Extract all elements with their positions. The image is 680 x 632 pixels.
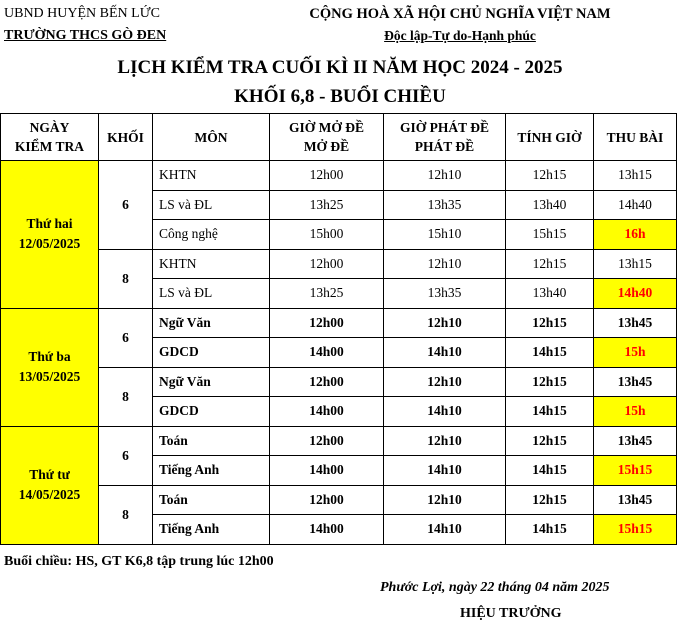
start-time-cell: 13h40 [506,190,594,220]
open-time-cell: 12h00 [270,367,384,397]
distribute-time-cell: 12h10 [384,161,506,191]
subject-cell: Tiếng Anh [153,456,270,486]
start-time-cell: 15h15 [506,220,594,250]
table-row [1,367,677,397]
subject-cell: LS và ĐL [153,279,270,309]
open-time-cell: 12h00 [270,485,384,515]
distribute-time-cell: 14h10 [384,397,506,427]
collect-time-cell: 13h45 [594,308,677,338]
col-header-open: GIỜ MỞ ĐỀ MỞ ĐỀ [270,114,384,161]
distribute-time-cell: 12h10 [384,426,506,456]
table-row [1,161,677,191]
grade-cell: 8 [99,367,153,426]
table-row [1,426,677,456]
nation-name: CỘNG HOÀ XÃ HỘI CHỦ NGHĨA VIỆT NAM [309,6,611,22]
start-time-cell: 12h15 [506,161,594,191]
open-time-cell: 15h00 [270,220,384,250]
table-row [1,249,677,279]
exam-schedule-table [0,113,677,545]
distribute-time-cell: 12h10 [384,485,506,515]
table-row [1,485,677,515]
start-time-cell: 14h15 [506,397,594,427]
collect-time-cell: 13h45 [594,367,677,397]
nation-motto: Độc lập-Tự do-Hạnh phúc [384,28,536,43]
distribute-time-cell: 12h10 [384,367,506,397]
distribute-time-cell: 13h35 [384,190,506,220]
start-time-cell: 14h15 [506,456,594,486]
start-time-cell: 12h15 [506,485,594,515]
collect-time-cell: 15h [594,338,677,368]
distribute-time-cell: 12h10 [384,249,506,279]
open-time-cell: 14h00 [270,515,384,545]
school-header [4,3,166,47]
subject-cell: Ngữ Văn [153,308,270,338]
day-name: Thứ hai [26,216,73,232]
start-time-cell: 12h15 [506,367,594,397]
distribute-time-cell: 13h35 [384,279,506,309]
start-time-cell: 12h15 [506,249,594,279]
day-date: 13/05/2025 [18,369,81,384]
assembly-note: Buổi chiều: HS, GT K6,8 tập trung lúc 12h00 [4,554,274,569]
collect-time-cell: 15h [594,397,677,427]
col-header-day: NGÀY KIỂM TRA [1,114,99,161]
day-name: Thứ ba [28,349,71,364]
table-row [1,308,677,338]
grade-cell: 8 [99,485,153,544]
collect-time-cell: 15h15 [594,456,677,486]
subject-cell: Toán [153,426,270,456]
start-time-cell: 14h15 [506,338,594,368]
subject-cell: LS và ĐL [153,190,270,220]
grade-cell: 6 [99,426,153,485]
subject-cell: KHTN [153,249,270,279]
place-date: Phước Lợi, ngày 22 tháng 04 năm 2025 [380,580,610,595]
open-time-cell: 14h00 [270,456,384,486]
distribute-time-cell: 15h10 [384,220,506,250]
subject-cell: KHTN [153,161,270,191]
subject-cell: GDCD [153,338,270,368]
day-cell [1,426,99,544]
collect-time-cell: 13h45 [594,485,677,515]
collect-time-cell: 13h15 [594,249,677,279]
open-time-cell: 14h00 [270,397,384,427]
start-time-cell: 13h40 [506,279,594,309]
collect-time-cell: 16h [594,220,677,250]
district-name: UBND HUYỆN BẾN LỨC [4,6,160,21]
col-header-distribute: GIỜ PHÁT ĐỀ PHÁT ĐỀ [384,114,506,161]
school-name: TRƯỜNG THCS GÒ ĐEN [4,28,167,43]
subject-cell: Tiếng Anh [153,515,270,545]
document-subtitle: KHỐI 6,8 - BUỔI CHIỀU [234,86,446,107]
collect-time-cell: 15h15 [594,515,677,545]
start-time-cell: 12h15 [506,426,594,456]
distribute-time-cell: 14h10 [384,456,506,486]
table-header-row [1,114,677,161]
document-title: LỊCH KIỂM TRA CUỐI KÌ II NĂM HỌC 2024 - 2025 [117,57,563,78]
subject-cell: GDCD [153,397,270,427]
col-header-start: TÍNH GIỜ [506,114,594,161]
open-time-cell: 12h00 [270,249,384,279]
grade-cell: 8 [99,249,153,308]
collect-time-cell: 14h40 [594,190,677,220]
subject-cell: Toán [153,485,270,515]
distribute-time-cell: 14h10 [384,338,506,368]
nation-header [270,3,650,47]
distribute-time-cell: 12h10 [384,308,506,338]
day-cell [1,161,99,309]
open-time-cell: 14h00 [270,338,384,368]
distribute-time-cell: 14h10 [384,515,506,545]
start-time-cell: 12h15 [506,308,594,338]
subject-cell: Ngữ Văn [153,367,270,397]
open-time-cell: 12h00 [270,161,384,191]
collect-time-cell: 13h45 [594,426,677,456]
collect-time-cell: 13h15 [594,161,677,191]
open-time-cell: 13h25 [270,190,384,220]
signer-title: HIỆU TRƯỞNG [460,606,562,621]
grade-cell: 6 [99,161,153,250]
open-time-cell: 12h00 [270,426,384,456]
day-date: 12/05/2025 [18,236,81,252]
open-time-cell: 12h00 [270,308,384,338]
col-header-grade: KHỐI [99,114,153,161]
col-header-collect: THU BÀI [594,114,677,161]
start-time-cell: 14h15 [506,515,594,545]
day-name: Thứ tư [29,467,70,482]
day-cell [1,308,99,426]
open-time-cell: 13h25 [270,279,384,309]
collect-time-cell: 14h40 [594,279,677,309]
grade-cell: 6 [99,308,153,367]
subject-cell: Công nghệ [153,220,270,250]
table-body [1,161,677,545]
day-date: 14/05/2025 [18,487,81,502]
col-header-subject: MÔN [153,114,270,161]
